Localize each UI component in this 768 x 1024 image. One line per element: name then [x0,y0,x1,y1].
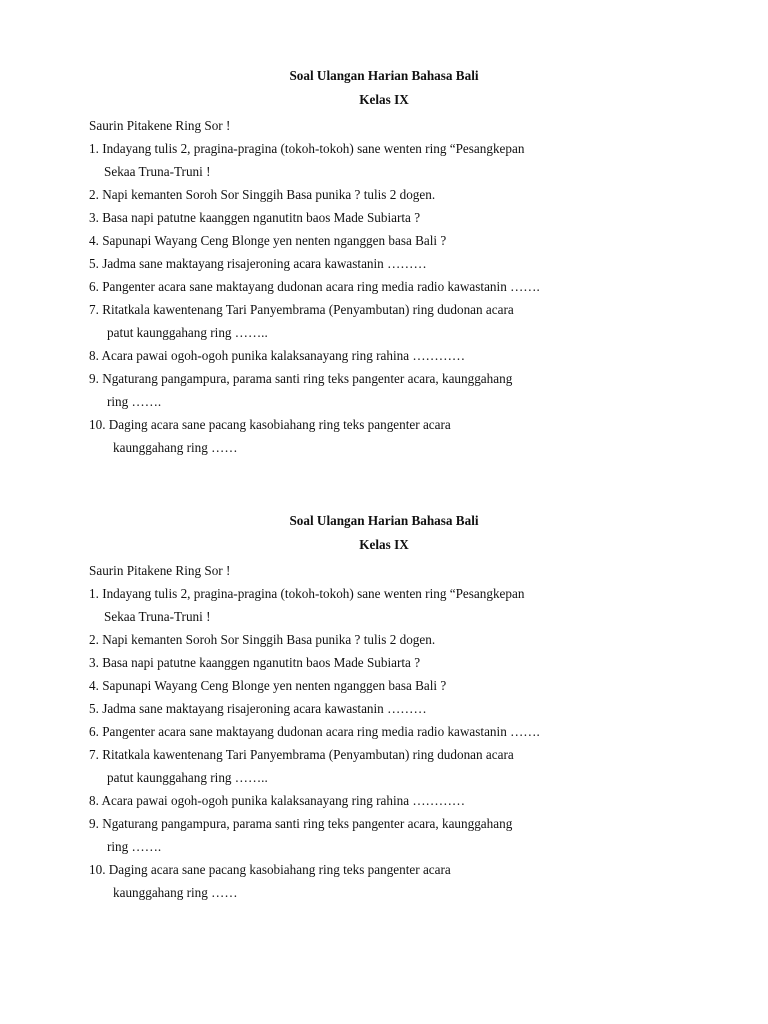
class-label: Kelas IX [359,537,409,552]
question-9-line-2: ring ……. [107,839,162,854]
question-10-line-2: kaunggahang ring …… [113,440,238,455]
question-3: 3. Basa napi patutne kaanggen nganutitn baos Made Subiarta ? [89,210,421,225]
question-1-line-2: Sekaa Truna-Truni ! [104,609,211,624]
question-9-line-1: 9. Ngaturang pangampura, parama santi ring teks pangenter acara, kaunggahang [89,371,513,386]
question-8: 8. Acara pawai ogoh-ogoh punika kalaksanayang ring rahina ………… [89,793,466,808]
question-6: 6. Pangenter acara sane maktayang dudonan acara ring media radio kawastanin ……. [89,724,540,739]
page-title: Soal Ulangan Harian Bahasa Bali [289,68,479,83]
question-9-line-2: ring ……. [107,394,162,409]
instruction: Saurin Pitakene Ring Sor ! [89,118,231,133]
question-9-line-1: 9. Ngaturang pangampura, parama santi ring teks pangenter acara, kaunggahang [89,816,513,831]
question-6: 6. Pangenter acara sane maktayang dudonan acara ring media radio kawastanin ……. [89,279,540,294]
question-5: 5. Jadma sane maktayang risajeroning acara kawastanin ……… [89,701,427,716]
question-1-line-1: 1. Indayang tulis 2, pragina-pragina (tokoh-tokoh) sane wenten ring “Pesangkepan [89,586,525,601]
question-1-line-2: Sekaa Truna-Truni ! [104,164,211,179]
question-7-line-2: patut kaunggahang ring …….. [107,770,268,785]
question-10-line-1: 10. Daging acara sane pacang kasobiahang ring teks pangenter acara [89,862,451,877]
question-2: 2. Napi kemanten Soroh Sor Singgih Basa punika ? tulis 2 dogen. [89,632,436,647]
question-7-line-2: patut kaunggahang ring …….. [107,325,268,340]
question-3: 3. Basa napi patutne kaanggen nganutitn baos Made Subiarta ? [89,655,421,670]
page-title: Soal Ulangan Harian Bahasa Bali [289,513,479,528]
question-4: 4. Sapunapi Wayang Ceng Blonge yen nenten nganggen basa Bali ? [89,233,447,248]
instruction: Saurin Pitakene Ring Sor ! [89,563,231,578]
question-7-line-1: 7. Ritatkala kawentenang Tari Panyembrama (Penyambutan) ring dudonan acara [89,302,514,317]
question-1-line-1: 1. Indayang tulis 2, pragina-pragina (tokoh-tokoh) sane wenten ring “Pesangkepan [89,141,525,156]
question-4: 4. Sapunapi Wayang Ceng Blonge yen nenten nganggen basa Bali ? [89,678,447,693]
question-8: 8. Acara pawai ogoh-ogoh punika kalaksanayang ring rahina ………… [89,348,466,363]
question-10-line-1: 10. Daging acara sane pacang kasobiahang ring teks pangenter acara [89,417,451,432]
class-label: Kelas IX [359,92,409,107]
question-10-line-2: kaunggahang ring …… [113,885,238,900]
question-5: 5. Jadma sane maktayang risajeroning acara kawastanin ……… [89,256,427,271]
question-7-line-1: 7. Ritatkala kawentenang Tari Panyembrama (Penyambutan) ring dudonan acara [89,747,514,762]
question-2: 2. Napi kemanten Soroh Sor Singgih Basa punika ? tulis 2 dogen. [89,187,436,202]
